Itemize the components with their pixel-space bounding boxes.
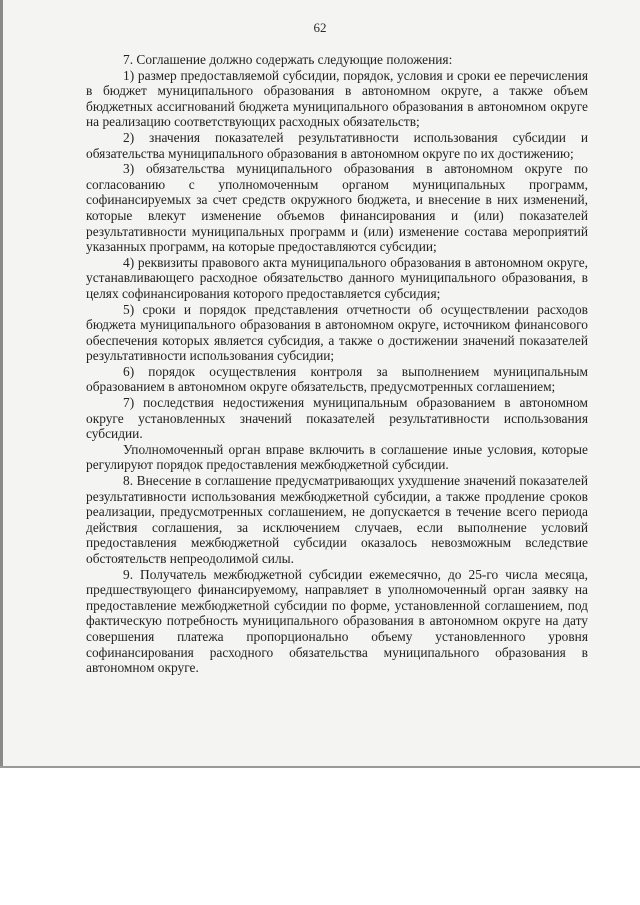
paragraph-item-1: 1) размер предоставляемой субсидии, порядок, условия и сроки ее перечисления в бюджет муниципального образования в автономном округе, а также объем бюджетных ассигнований бюджета муниципального образования в автономном округе на реализацию соответствующих расходных обязательств; xyxy=(86,67,588,130)
paragraph-9: 9. Получатель межбюджетной субсидии ежемесячно, до 25-го числа месяца, предшествующего финансируемому, направляет в уполномоченный орган заявку на предоставление межбюджетной субсидии по форме, установленной соглашением, под фактическую потребность муниципального образования в автономном округе на дату совершения платежа пропорционально объему установленного уровня софинансирования расходного обязательства муниципального образования в автономном округе. xyxy=(86,566,588,676)
paragraph-additional-conditions: Уполномоченный орган вправе включить в соглашение иные условия, которые регулируют порядок предоставления межбюджетной субсидии. xyxy=(86,441,588,473)
page-number: 62 xyxy=(313,20,327,35)
paragraph-item-5: 5) сроки и порядок представления отчетности об осуществлении расходов бюджета муниципального образования в автономном округе, источником финансового обеспечения которых является субсидия, а также о достижении значений показателей результативности использования субсидии; xyxy=(86,301,588,364)
page-left-edge xyxy=(0,0,3,768)
document-body xyxy=(86,52,588,676)
page-bottom-edge xyxy=(0,766,640,768)
paragraph-8: 8. Внесение в соглашение предусматривающих ухудшение значений показателей результативности использования межбюджетной субсидии, а также продление сроков реализации, предусмотренных соглашением, не допускается в течение всего периода действия соглашения, за исключением случаев, если выполнение условий предоставления межбюджетной субсидии оказалось невозможным вследствие обстоятельств непреодолимой силы. xyxy=(86,473,588,566)
paragraph-item-3: 3) обязательства муниципального образования в автономном округе по согласованию с уполномоченным органом муниципальных программ, софинансируемых за счет средств окружного бюджета, и внесение в них изменений, которые влекут изменение объемов финансирования и (или) показателей результативности муниципальных программ и (или) изменение состава мероприятий указанных программ, на которые предоставляются субсидии; xyxy=(86,161,588,255)
paragraph-item-4: 4) реквизиты правового акта муниципального образования в автономном округе, устанавливающего расходное обязательство данного муниципального образования, в целях софинансирования которого предоставляется субсидия; xyxy=(86,254,588,301)
paragraph-item-2: 2) значения показателей результативности использования субсидии и обязательства муниципального образования в автономном округе по их достижению; xyxy=(86,129,588,161)
paragraph-7-heading: 7. Соглашение должно содержать следующие положения: xyxy=(123,52,453,67)
paragraph-item-6: 6) порядок осуществления контроля за выполнением муниципальным образованием в автономном округе обязательств, предусмотренных соглашением; xyxy=(86,363,588,395)
paragraph-item-7: 7) последствия недостижения муниципальным образованием в автономном округе установленных значений показателей результативности использования субсидии. xyxy=(86,395,588,442)
